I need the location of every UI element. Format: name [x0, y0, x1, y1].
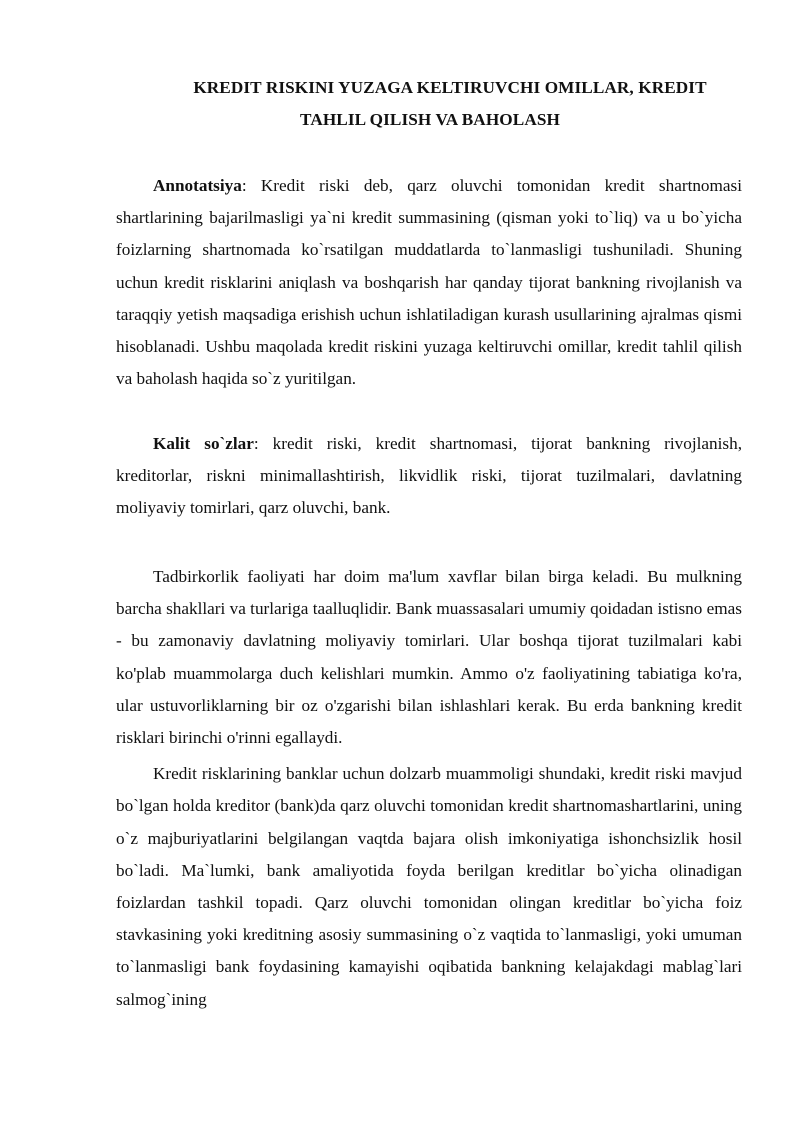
- keywords-section: [116, 428, 742, 525]
- title-line-2: TAHLIL QILISH VA BAHOLASH: [300, 110, 560, 129]
- annotation-label: Annotatsiya: [153, 176, 242, 195]
- title-line-1: KREDIT RISKINI YUZAGA KELTIRUVCHI OMILLAR, KREDIT: [193, 78, 707, 97]
- body-paragraph-2: Kredit risklarining banklar uchun dolzarb muammoligi shundaki, kredit riski mavjud bo`lgan holda kreditor (bank)da qarz oluvchi tomonidan kredit shartnomashartlarini, uning o`z majburiyatlarini belgilangan vaqtda bajara olish imkoniyatiga ishonchsizlik hosil bo`ladi. Ma`lumki, bank amaliyotida foyda berilgan kreditlar bo`yicha olinadigan foizlardan tashkil topadi. Qarz oluvchi tomonidan olingan kreditlar bo`yicha foiz stavkasining yoki kreditning asosiy summasining o`z vaqtida to`lanmasligi, yoki umuman to`lanmasligi bank foydasining kamayishi oqibatida bankning kelajakdagi mablag`lari salmog`ining: [116, 764, 742, 1009]
- keywords-label: Kalit so`zlar: [153, 434, 254, 453]
- keywords-text: : kredit riski, kredit shartnomasi, tijorat bankning rivojlanish, kreditorlar, riskni minimallashtirish, likvidlik riski, tijorat tuzilmalari, davlatning moliyaviy tomirlari, qarz oluvchi, bank.: [116, 434, 742, 518]
- annotation-section: [116, 170, 742, 395]
- page-title: [118, 72, 742, 136]
- annotation-text: : Kredit riski deb, qarz oluvchi tomonidan kredit shartnomasi shartlarining bajarilmasligi ya`ni kredit summasining (qisman yoki to`liq) va u bo`yicha foizlarning shartnomada ko`rsatilgan muddatlarda to`lanmasligi tushuniladi. Shuning uchun kredit risklarini aniqlash va boshqarish har qanday tijorat bankning rivojlanish va taraqqiy yetish maqsadiga erishish uchun ishlatiladigan kurash usullarining ajralmas qismi hisoblanadi. Ushbu maqolada kredit riskini yuzaga keltiruvchi omillar, kredit tahlil qilish va baholash haqida so`z yuritilgan.: [116, 176, 742, 389]
- annotation-paragraph: [116, 170, 742, 395]
- keywords-paragraph: [116, 428, 742, 525]
- main-text: [116, 561, 742, 1016]
- body-paragraph-1: Tadbirkorlik faoliyati har doim ma'lum xavflar bilan birga keladi. Bu mulkning barcha shakllari va turlariga taalluqlidir. Bank muassasalari umumiy qoidadan istisno emas - bu zamonaviy davlatning moliyaviy tomirlari. Ular boshqa tijorat tuzilmalari kabi ko'plab muammolarga duch kelishlari mumkin. Ammo o'z faoliyatining tabiatiga ko'ra, ular ustuvorliklarning bir oz o'zgarishi bilan ishlashlari kerak. Bu erda bankning kredit risklari birinchi o'rinni egallaydi.: [116, 567, 742, 748]
